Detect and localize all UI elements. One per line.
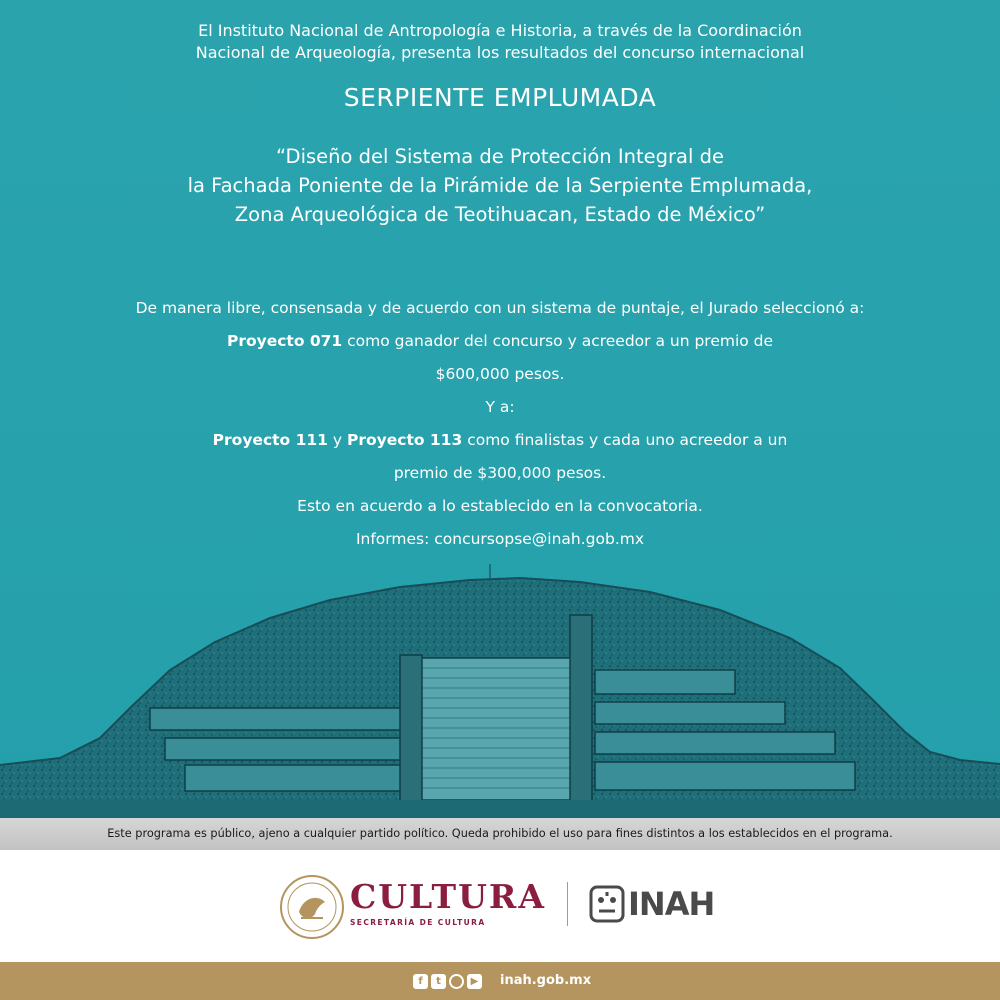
facebook-icon[interactable]: f: [413, 974, 428, 989]
finalist-amount: premio de $300,000 pesos.: [393, 464, 607, 482]
subtitle-line-1: “Diseño del Sistema de Protección Integral de: [276, 145, 724, 168]
logo-divider: [567, 882, 568, 926]
cultura-logo: [350, 878, 546, 927]
mexico-seal-icon: [279, 874, 345, 940]
cultura-subtitle: SECRETARÍA DE CULTURA: [350, 918, 486, 927]
winner-line: [0, 325, 1000, 358]
twitter-icon[interactable]: t: [431, 974, 446, 989]
subtitle-line-2: la Fachada Poniente de la Pirámide de la Serpiente Emplumada,: [187, 174, 813, 197]
finalists-line: [0, 424, 1000, 457]
inah-glyph-icon: [588, 884, 626, 924]
cultura-wordmark: CULTURA: [350, 877, 546, 916]
finalist-project-2: Proyecto 113: [346, 431, 463, 449]
convocatoria-note: Esto en acuerdo a lo establecido en la convocatoria.: [297, 497, 703, 515]
contact-info: Informes: concursopse@inah.gob.mx: [355, 530, 645, 548]
results-text: [0, 292, 1000, 556]
inah-wordmark: INAH: [628, 885, 715, 923]
youtube-icon[interactable]: ▶: [467, 974, 482, 989]
subtitle-line-3: Zona Arqueológica de Teotihuacan, Estado de México”: [234, 203, 766, 226]
project-subtitle: [0, 142, 1000, 229]
finalist-join: y: [327, 431, 347, 449]
website-link[interactable]: inah.gob.mx: [500, 973, 592, 988]
intro-line-2: Nacional de Arqueología, presenta los resultados del concurso internacional: [195, 43, 805, 62]
winner-amount: $600,000 pesos.: [435, 365, 565, 383]
finalist-project-1: Proyecto 111: [212, 431, 328, 449]
intro-text: [0, 20, 1000, 64]
and-text: Y a:: [485, 398, 515, 416]
disclaimer-bar: Este programa es público, ajeno a cualquier partido político. Queda prohibido el uso para fines distintos a los establecidos en el programa.: [0, 818, 1000, 850]
winner-text: como ganador del concurso y acreedor a un premio de: [342, 332, 774, 350]
page-title: SERPIENTE EMPLUMADA: [343, 83, 657, 112]
social-links: [413, 974, 482, 989]
intro-line-1: El Instituto Nacional de Antropología e Historia, a través de la Coordinación: [198, 21, 802, 40]
jury-statement: De manera libre, consensada y de acuerdo con un sistema de puntaje, el Jurado seleccionó a:: [135, 299, 865, 317]
winner-project: Proyecto 071: [226, 332, 343, 350]
pyramid-illustration: [0, 560, 1000, 818]
finalist-text: como finalistas y cada uno acreedor a un: [462, 431, 788, 449]
instagram-icon[interactable]: [449, 974, 464, 989]
